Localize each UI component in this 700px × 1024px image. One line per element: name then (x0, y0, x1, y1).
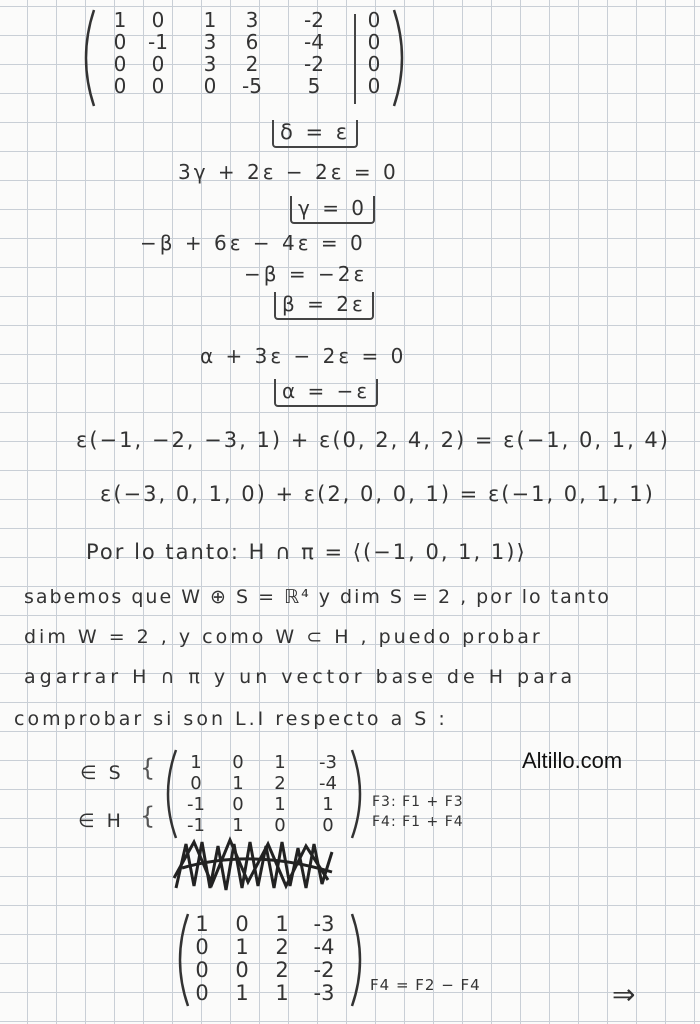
matrix1-cell-r1-c5: -2 (304, 8, 324, 32)
matrix2-cell-r3-c4: 1 (322, 794, 334, 815)
matrix2-cell-r4-c4: 0 (322, 815, 334, 836)
matrix1-left-paren (76, 8, 96, 108)
matrix3-cell-r1-c2: 0 (235, 912, 249, 936)
matrix3-op: F4 = F2 − F4 (370, 976, 481, 994)
paragraph-line-2: dim W = 2 , y como W ⊂ H , puedo probar (24, 626, 543, 648)
matrix3-cell-r2-c1: 0 (195, 935, 209, 959)
matrix3-cell-r1-c3: 1 (275, 912, 289, 936)
matrix2-cell-r2-c2: 1 (232, 773, 244, 794)
matrix3-cell-r2-c3: 2 (275, 935, 289, 959)
matrix3-cell-r4-c4: -3 (313, 981, 335, 1005)
brace-s: { (140, 754, 156, 782)
matrix1-cell-r2-c2: -1 (148, 30, 168, 54)
implies-arrow: ⇒ (612, 978, 639, 1011)
row-label-h: ∈ H (78, 810, 124, 832)
conclusion-line: Por lo tanto: H ∩ π = ⟨(−1, 0, 1, 1)⟩ (86, 540, 527, 564)
matrix1-cell-r4-c4: -5 (242, 74, 262, 98)
gamma-result: γ = 0 (290, 196, 375, 220)
matrix1-cell-r3-c6: 0 (367, 52, 381, 76)
matrix2-cell-r2-c1: 0 (190, 773, 202, 794)
row-label-s: ∈ S (80, 762, 124, 784)
matrix2-cell-r3-c3: 1 (274, 794, 286, 815)
matrix2-op-2: F4: F1 + F4 (372, 814, 464, 830)
matrix1-cell-r1-c4: 3 (245, 8, 259, 32)
matrix2-cell-r1-c4: -3 (319, 752, 337, 773)
matrix1-cell-r1-c3: 1 (203, 8, 217, 32)
matrix1-cell-r3-c1: 0 (113, 52, 127, 76)
matrix2-cell-r4-c1: -1 (187, 815, 205, 836)
vector-equation-2: ε(−3, 0, 1, 0) + ε(2, 0, 0, 1) = ε(−1, 0, 1, 1) (100, 482, 655, 506)
matrix2-cell-r4-c2: 1 (232, 815, 244, 836)
matrix1-cell-r4-c3: 0 (203, 74, 217, 98)
matrix2-cell-r4-c3: 0 (274, 815, 286, 836)
matrix3-cell-r4-c3: 1 (275, 981, 289, 1005)
matrix3-cell-r4-c2: 1 (235, 981, 249, 1005)
paragraph-line-1: sabemos que W ⊕ S = ℝ⁴ y dim S = 2 , por lo tanto (24, 586, 611, 608)
alpha-result: α = −ε (274, 379, 378, 403)
matrix3-cell-r3-c3: 2 (275, 958, 289, 982)
watermark: Altillo.com (522, 748, 623, 773)
matrix1-cell-r2-c1: 0 (113, 30, 127, 54)
matrix2-right-paren (350, 748, 370, 840)
matrix2-cell-r1-c3: 1 (274, 752, 286, 773)
matrix2-cell-r3-c1: -1 (187, 794, 205, 815)
gamma-equation: 3γ + 2ε − 2ε = 0 (178, 160, 399, 184)
matrix1-cell-r1-c6: 0 (367, 8, 381, 32)
matrix3-cell-r3-c1: 0 (195, 958, 209, 982)
matrix1-cell-r4-c1: 0 (113, 74, 127, 98)
matrix3-cell-r2-c4: -4 (313, 935, 335, 959)
brace-h: { (140, 802, 156, 830)
matrix2-cell-r2-c3: 2 (274, 773, 286, 794)
matrix1-cell-r2-c4: 6 (245, 30, 259, 54)
beta-equation: −β + 6ε − 4ε = 0 (140, 231, 366, 255)
matrix1-cell-r2-c5: -4 (304, 30, 324, 54)
vector-equation-1: ε(−1, −2, −3, 1) + ε(0, 2, 4, 2) = ε(−1, 0, 1, 4) (76, 428, 670, 452)
paragraph-line-3: agarrar H ∩ π y un vector base de H para (24, 666, 577, 688)
matrix3-cell-r4-c1: 0 (195, 981, 209, 1005)
matrix2-cell-r1-c1: 1 (190, 752, 202, 773)
matrix3-right-paren (350, 912, 370, 1008)
paragraph-line-4: comprobar si son L.I respecto a S : (14, 708, 448, 730)
matrix1-cell-r3-c5: -2 (304, 52, 324, 76)
matrix1-cell-r3-c4: 2 (245, 52, 259, 76)
beta-step: −β = −2ε (244, 262, 368, 286)
matrix3-cell-r3-c4: -2 (313, 958, 335, 982)
matrix3-cell-r1-c1: 1 (195, 912, 209, 936)
matrix2-cell-r1-c2: 0 (232, 752, 244, 773)
matrix2-cell-r2-c4: -4 (319, 773, 337, 794)
alpha-equation: α + 3ε − 2ε = 0 (200, 344, 407, 368)
matrix1-cell-r1-c2: 0 (151, 8, 165, 32)
scribbled-out-matrix (172, 838, 342, 898)
matrix1-cell-r3-c2: 0 (151, 52, 165, 76)
matrix1-cell-r4-c5: 5 (307, 74, 321, 98)
matrix1-cell-r1-c1: 1 (113, 8, 127, 32)
matrix1-cell-r4-c6: 0 (367, 74, 381, 98)
delta-equation: δ = ε (272, 120, 358, 144)
matrix1-cell-r3-c3: 3 (203, 52, 217, 76)
matrix3-cell-r1-c4: -3 (313, 912, 335, 936)
matrix3-cell-r2-c2: 1 (235, 935, 249, 959)
beta-result: β = 2ε (274, 292, 374, 316)
matrix1-cell-r2-c6: 0 (367, 30, 381, 54)
matrix2-cell-r3-c2: 0 (232, 794, 244, 815)
matrix1-cell-r2-c3: 3 (203, 30, 217, 54)
matrix1-cell-r4-c2: 0 (151, 74, 165, 98)
matrix3-cell-r3-c2: 0 (235, 958, 249, 982)
matrix2-op-1: F3: F1 + F3 (372, 794, 464, 810)
